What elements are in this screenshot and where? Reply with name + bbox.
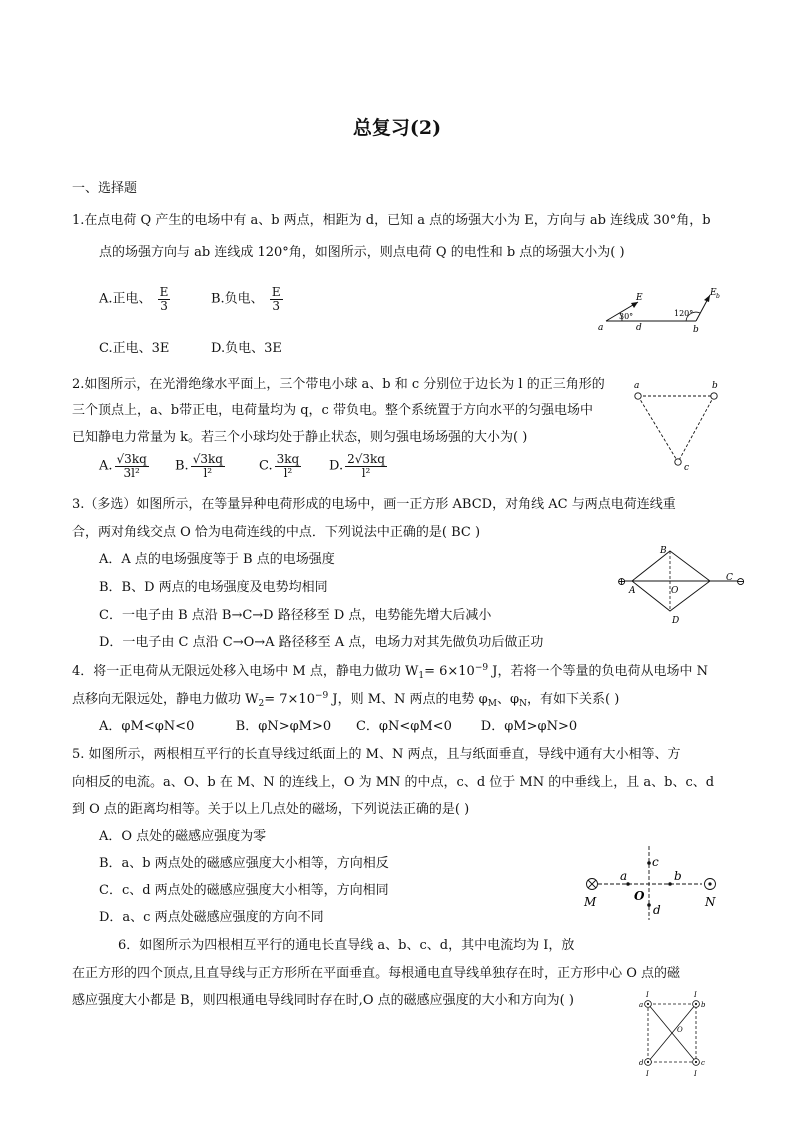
q4-line2	[72, 688, 619, 709]
label-O: O	[634, 889, 645, 903]
frac-den: 3	[272, 298, 281, 313]
q5-option-c: C．c、d 两点处的磁感应强度大小相等，方向相同	[99, 883, 389, 898]
label-E: E	[636, 293, 643, 303]
label-b: b	[712, 381, 718, 391]
frac-den: l²	[283, 465, 293, 480]
label-b: b	[701, 1001, 706, 1009]
label-d: d	[636, 323, 642, 333]
side-bc	[678, 396, 714, 462]
label-a: a	[620, 869, 628, 883]
label-A: A	[629, 586, 636, 596]
label-O: O	[677, 1026, 683, 1034]
q3-line1: 3.（多选）如图所示，在等量异种电荷形成的电场中，画一正方形 ABCD，对角线 AC 与两点电荷连线重	[72, 497, 676, 512]
frac-num: 2√3kq	[347, 452, 385, 466]
label-d: d	[639, 1059, 644, 1067]
q2-option-b-label: B.	[175, 458, 189, 474]
label-Eb-sub: b	[716, 293, 720, 300]
q2-line3: 已知静电力常量为 k。若三个小球均处于静止状态，则匀强电场场强的大小为( )	[72, 430, 528, 445]
q2-option-c-fraction	[275, 453, 302, 479]
label-c: c	[701, 1059, 705, 1067]
q4-text: = 7×10	[264, 692, 315, 707]
frac-num: E	[159, 285, 169, 299]
q6-figure	[632, 990, 716, 1082]
q2-figure	[628, 380, 728, 472]
q3-figure	[612, 543, 752, 627]
q5-line2: 向相反的电流。a、O、b 在 M、N 的连线上，O 为 MN 的中点，c、d 位于 MN 的中垂线上，且 a、b、c、d	[72, 775, 715, 790]
negative-charge: ⊖	[736, 575, 746, 588]
q5-option-a: A．O 点处的磁感应强度为零	[99, 829, 267, 844]
q4-text: 点移向无限远处，静电力做功 W	[72, 692, 259, 707]
q5-figure	[576, 840, 724, 920]
label-O: O	[671, 586, 679, 596]
label-I-b: I	[694, 991, 697, 999]
q5-line1: 5. 如图所示，两根相互平行的长直导线过纸面上的 M、N 两点，且与纸面垂直，导线中通有大小相等、方	[72, 747, 681, 762]
superscript: −9	[314, 691, 329, 701]
q6-line3: 感应强度大小都是 B，则四根通电导线同时存在时,O 点的磁感应强度的大小和方向为( )	[72, 993, 574, 1008]
q5-option-d: D．a、c 两点处磁感应强度的方向不同	[99, 910, 324, 925]
label-a: a	[639, 1001, 644, 1009]
q4-text: 、φ	[497, 692, 520, 707]
dot-mark	[695, 1061, 697, 1063]
q2-option-a	[99, 453, 151, 479]
frac-num: 3kq	[276, 452, 300, 466]
ball-c	[675, 459, 681, 465]
q3-line2: 合，两对角线交点 O 恰为电荷连线的中点．下列说法中正确的是( BC )	[72, 525, 481, 540]
q4-options: A．φM<φN<0 B．φN>φM>0 C．φN<φM<0 D．φM>φN>0	[99, 719, 578, 734]
label-N: N	[705, 895, 716, 909]
dot-mark	[647, 1061, 649, 1063]
subscript: M	[487, 699, 497, 709]
ball-a	[635, 393, 641, 399]
label-C: C	[726, 573, 733, 583]
q4-line1	[72, 660, 708, 681]
q4-text: 4．将一正电荷从无限远处移入电场中 M 点，静电力做功 W	[72, 664, 419, 679]
q1-option-d: D.负电、3E	[211, 341, 282, 356]
q1-figure	[596, 283, 726, 338]
q5-option-b: B．a、b 两点处的磁感应强度大小相等，方向相反	[99, 856, 389, 871]
label-b: b	[674, 869, 682, 883]
point-b	[668, 882, 672, 886]
label-120deg: 120°	[674, 309, 694, 318]
page-title: 总复习(2)	[352, 117, 442, 139]
frac-den: 3l²	[123, 465, 140, 480]
frac-den: l²	[361, 465, 371, 480]
subscript: 2	[258, 699, 265, 709]
q2-option-a-label: A.	[99, 458, 113, 474]
q1-option-b-fraction	[270, 286, 283, 312]
q1-option-a-label: A.正电、	[99, 291, 152, 307]
frac-num: E	[271, 285, 281, 299]
q2-option-b	[175, 453, 227, 479]
q1-option-a	[99, 286, 172, 312]
frac-num: √3kq	[116, 452, 147, 466]
q4-text: J，若将一个等量的负电荷从电场中 N	[488, 664, 708, 679]
dot-mark	[708, 882, 711, 885]
label-I-a: I	[646, 991, 649, 999]
q1-line2: 点的场强方向与 ab 连线成 120°角，如图所示，则点电荷 Q 的电性和 b 点的场强大小为( )	[99, 245, 625, 260]
q2-line2: 三个顶点上，a、b带正电，电荷量均为 q，c 带负电。整个系统置于方向水平的匀强电场中	[72, 403, 593, 418]
q2-option-d-label: D.	[329, 458, 344, 474]
q6-line1: 6．如图所示为四根相互平行的通电长直导线 a、b、c、d，其中电流均为 I，放	[118, 938, 575, 953]
frac-num: √3kq	[192, 452, 223, 466]
q1-line1: 1.在点电荷 Q 产生的电场中有 a、b 两点，相距为 d，已知 a 点的场强大小为 E，方向与 ab 连线成 30°角，b	[72, 213, 711, 228]
q2-option-c-label: C.	[259, 458, 273, 474]
q3-option-b: B．B、D 两点的电场强度及电势均相同	[99, 580, 328, 595]
q4-text: ，有如下关系( )	[526, 692, 620, 707]
q3-option-a: A．A 点的电场强度等于 B 点的电场强度	[99, 552, 335, 567]
label-D: D	[672, 616, 680, 626]
frac-den: 3	[160, 298, 168, 313]
ball-b	[711, 393, 717, 399]
q1-option-b-label: B.负电、	[211, 291, 264, 307]
q3-option-d: D．一电子由 C 点沿 C→O→A 路径移至 A 点，电场力对其先做负功后做正功	[99, 635, 544, 650]
subscript: 1	[418, 671, 425, 681]
label-B: B	[660, 546, 667, 556]
superscript: −9	[474, 663, 489, 673]
label-c: c	[652, 855, 659, 869]
label-30deg: 30°	[619, 312, 634, 321]
label-b: b	[693, 325, 699, 335]
q5-line3: 到 O 点的距离均相等。关于以上几点处的磁场，下列说法正确的是( )	[72, 802, 470, 817]
label-d: d	[653, 903, 661, 917]
q1-option-b	[211, 286, 285, 312]
q6-line2: 在正方形的四个顶点,且直导线与正方形所在平面垂直。每根通电直导线单独存在时，正方形中心 O 点的磁	[72, 966, 681, 981]
dot-mark	[695, 1003, 697, 1005]
q1-option-a-fraction	[158, 286, 171, 312]
side-ac	[638, 396, 678, 462]
subscript: N	[519, 699, 527, 709]
point-c	[647, 861, 651, 865]
q2-line1: 2.如图所示，在光滑绝缘水平面上，三个带电小球 a、b 和 c 分别位于边长为 l 的正三角形的	[72, 377, 605, 392]
positive-charge: ⊕	[617, 575, 627, 588]
q1-option-c: C.正电、3E	[99, 341, 170, 356]
label-Eb: E	[710, 288, 717, 298]
label-M: M	[584, 895, 597, 909]
label-I-c: I	[694, 1070, 697, 1078]
q2-option-d-fraction	[345, 453, 387, 479]
q2-option-c	[259, 453, 303, 479]
label-c: c	[684, 463, 690, 472]
q2-option-b-fraction	[191, 453, 225, 479]
dot-mark	[647, 1003, 649, 1005]
frac-den: l²	[203, 465, 213, 480]
q4-text: = 6×10	[424, 664, 475, 679]
label-a: a	[598, 323, 604, 333]
q2-option-d	[329, 453, 389, 479]
q4-text: J，则 M、N 两点的电势 φ	[328, 692, 488, 707]
point-d	[647, 903, 651, 907]
section-heading: 一、选择题	[72, 181, 138, 196]
q3-option-c: C．一电子由 B 点沿 B→C→D 路径移至 D 点，电势能先增大后减小	[99, 608, 492, 623]
q2-option-a-fraction	[115, 453, 149, 479]
label-I-d: I	[646, 1070, 649, 1078]
label-a: a	[634, 381, 640, 391]
